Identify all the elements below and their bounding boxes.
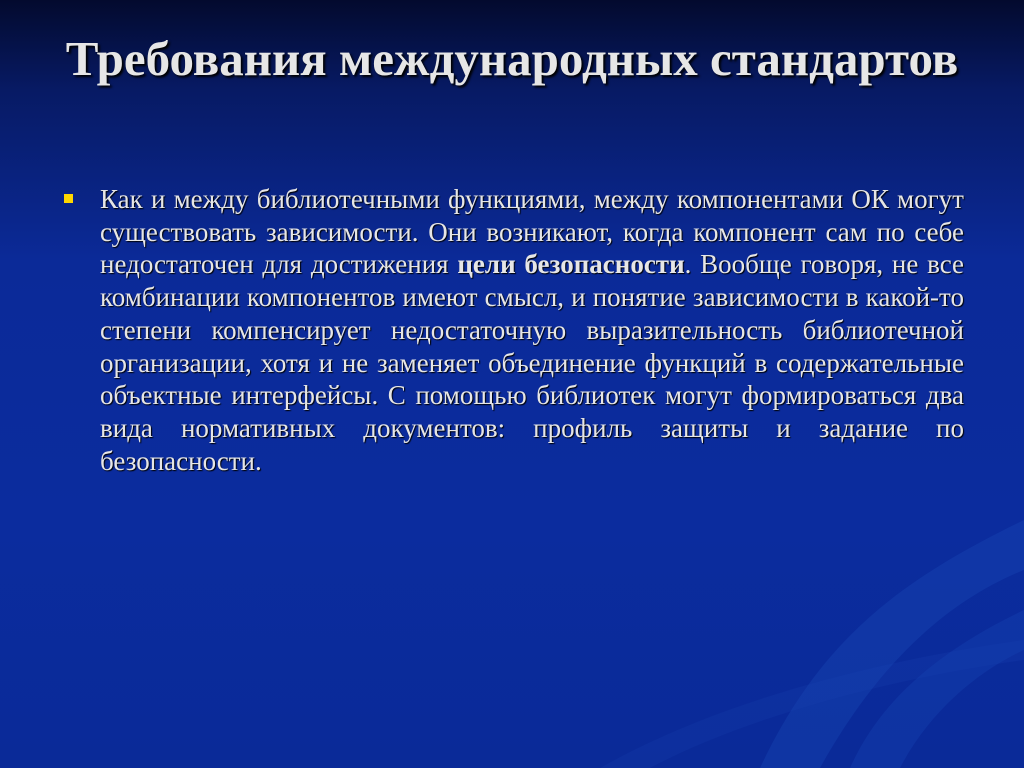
bullet-text-before: Как и между библиотечными функциями, между компонентами ОК могут существовать зависимости. Они возникают, когда компонент сам по себе недостаточен для достижения xyxy=(100,184,964,280)
bullet-item xyxy=(60,183,964,477)
square-bullet-icon xyxy=(64,194,73,203)
bullet-text-after: . Вообще говоря, не все комбинации компонентов имеют смысл, и понятие зависимости в какой-то степени компенсирует недостаточную выразительность библиотечной организации, хотя и не заменяет объединение функций в содержательные объектные интерфейсы. С помощью библиотек могут формироваться два вида нормативных документов: профиль защиты и задание по безопасности. xyxy=(100,249,965,476)
bullet-list xyxy=(60,183,964,477)
security-goal-term: цели безопасности xyxy=(457,249,685,280)
bullet-paragraph xyxy=(100,183,964,477)
slide-title: Требования международных стандартов xyxy=(65,31,959,86)
